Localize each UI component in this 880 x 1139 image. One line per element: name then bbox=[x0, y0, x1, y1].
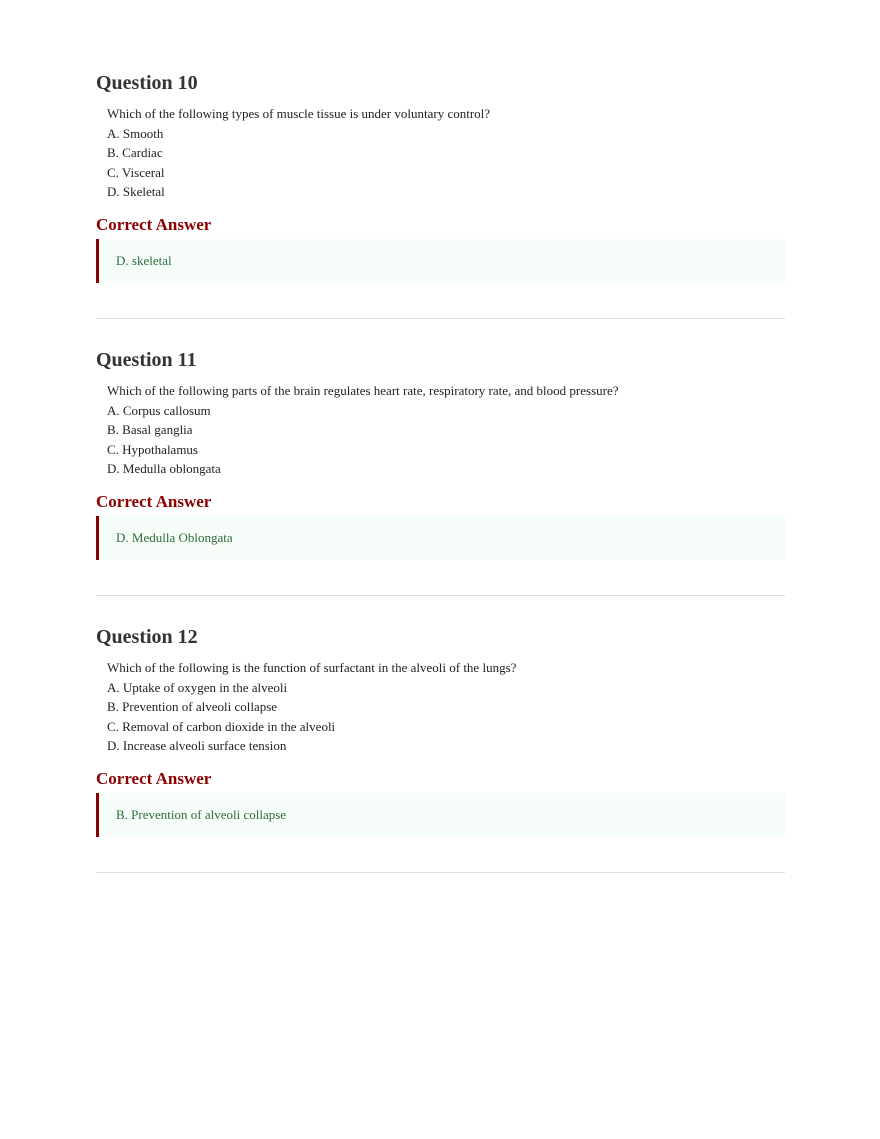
question-title: Question 10 bbox=[96, 72, 198, 94]
option-d: D. Medulla oblongata bbox=[107, 461, 221, 476]
correct-answer-box bbox=[96, 239, 785, 283]
option-a: A. Uptake of oxygen in the alveoli bbox=[107, 679, 288, 695]
option-c: C. Visceral bbox=[107, 164, 165, 180]
correct-answer-text: B. Prevention of alveoli collapse bbox=[116, 806, 287, 822]
question-12 bbox=[96, 624, 785, 901]
correct-answer-heading: Correct Answer bbox=[96, 491, 212, 511]
question-text: Which of the following parts of the brain regulates heart rate, respiratory rate, and blood pressure? bbox=[107, 383, 619, 398]
question-body bbox=[96, 381, 785, 479]
question-11 bbox=[96, 347, 785, 624]
question-text: Which of the following types of muscle tissue is under voluntary control? bbox=[107, 106, 491, 121]
section-divider bbox=[96, 318, 785, 319]
correct-answer-text: D. Medulla Oblongata bbox=[116, 529, 233, 545]
option-c: C. Hypothalamus bbox=[107, 441, 198, 457]
section-divider bbox=[96, 872, 785, 873]
correct-answer-heading: Correct Answer bbox=[96, 214, 212, 234]
option-b: B. Cardiac bbox=[107, 145, 163, 160]
question-title: Question 11 bbox=[96, 349, 197, 371]
option-c: C. Removal of carbon dioxide in the alveoli bbox=[107, 718, 336, 734]
question-10 bbox=[96, 70, 785, 347]
quiz-page bbox=[96, 70, 785, 901]
option-d: D. Increase alveoli surface tension bbox=[107, 738, 287, 753]
question-body bbox=[96, 104, 785, 202]
question-title: Question 12 bbox=[96, 626, 198, 648]
section-divider bbox=[96, 595, 785, 596]
question-body bbox=[96, 658, 785, 756]
correct-answer-box bbox=[96, 793, 785, 837]
option-a: A. Smooth bbox=[107, 125, 164, 141]
option-d: D. Skeletal bbox=[107, 184, 165, 199]
option-b: B. Prevention of alveoli collapse bbox=[107, 699, 278, 714]
question-text: Which of the following is the function of surfactant in the alveoli of the lungs? bbox=[107, 660, 517, 675]
correct-answer-box bbox=[96, 516, 785, 560]
correct-answer-heading: Correct Answer bbox=[96, 768, 212, 788]
option-b: B. Basal ganglia bbox=[107, 422, 193, 437]
correct-answer-text: D. skeletal bbox=[116, 252, 172, 268]
option-a: A. Corpus callosum bbox=[107, 402, 211, 418]
